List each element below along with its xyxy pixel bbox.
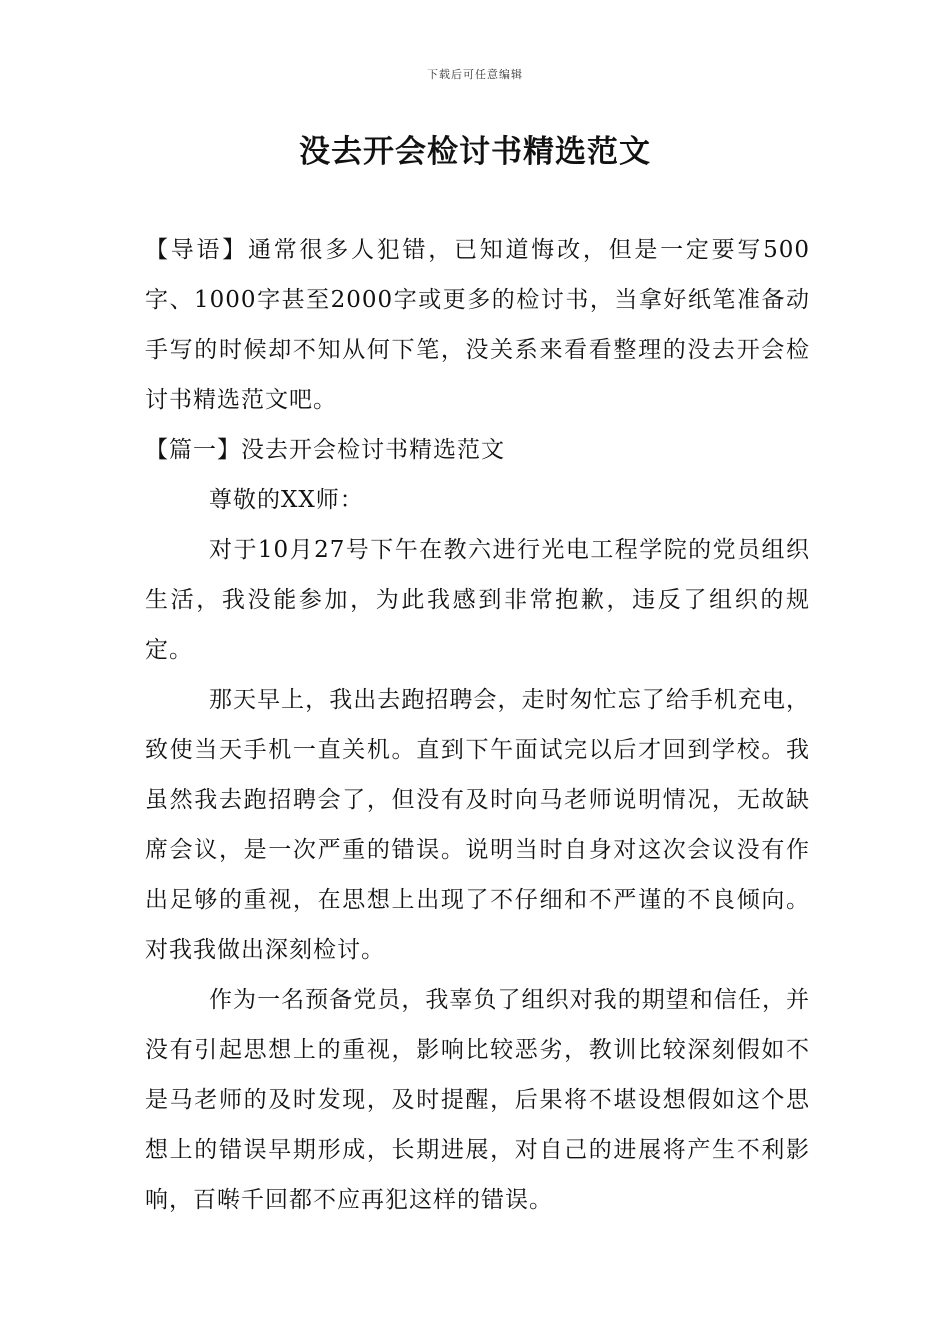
document-body: [145, 225, 810, 1225]
section-heading: 【篇一】没去开会检讨书精选范文: [145, 437, 505, 463]
body-paragraph: 作为一名预备党员，我辜负了组织对我的期望和信任，并没有引起思想上的重视，影响比较恶劣，教训比较深刻假如不是马老师的及时发现，及时提醒，后果将不堪设想假如这个思想上的错误早期形成，长期进展，对自己的进展将产生不利影响，百啭千回都不应再犯这样的错误。: [145, 987, 810, 1213]
body-paragraph: 对于10月27号下午在教六进行光电工程学院的党员组织生活，我没能参加，为此我感到非常抱歉，违反了组织的规定。: [145, 537, 810, 663]
body-paragraph: 那天早上，我出去跑招聘会，走时匆忙忘了给手机充电，致使当天手机一直关机。直到下午面试完以后才回到学校。我虽然我去跑招聘会了，但没有及时向马老师说明情况，无故缺席会议，是一次严重的错误。说明当时自身对这次会议没有作出足够的重视，在思想上出现了不仔细和不严谨的不良倾向。对我我做出深刻检讨。: [145, 687, 810, 963]
document-title: 没去开会检讨书精选范文: [299, 134, 651, 170]
intro-paragraph: 【导语】通常很多人犯错，已知道悔改，但是一定要写500字、1000字甚至2000字或更多的检讨书，当拿好纸笔准备动手写的时候却不知从何下笔，没关系来看看整理的没去开会检讨书精选范文吧。: [145, 237, 810, 413]
salutation: 尊敬的XX师：: [209, 487, 364, 513]
header-note: 下载后可任意编辑: [427, 68, 523, 81]
